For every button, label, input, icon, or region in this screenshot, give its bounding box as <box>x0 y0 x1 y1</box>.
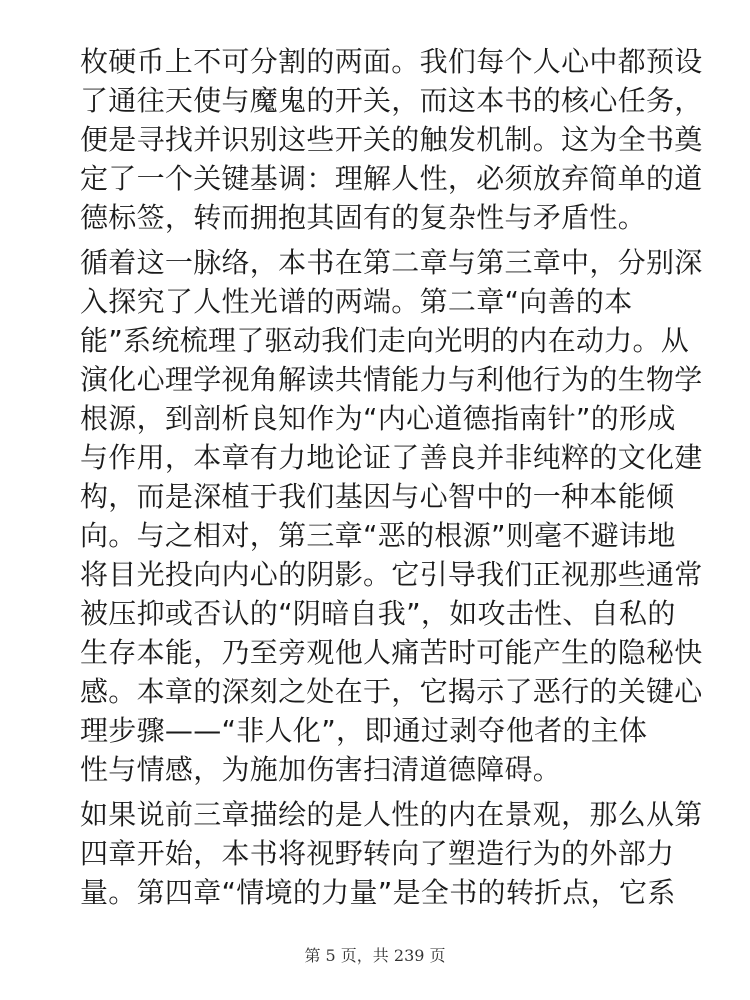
text-line: 了通往天使与魔鬼的开关，而这本书的核心任务， <box>80 84 703 117</box>
text-line: 如果说前三章描绘的是人性的内在景观，那么从第 <box>80 798 703 831</box>
page-number-footer: 第 5 页，共 239 页 <box>304 946 446 965</box>
text-line: 将目光投向内心的阴影。它引导我们正视那些通常 <box>80 558 703 591</box>
text-line: 被压抑或否认的“阴暗自我”，如攻击性、自私的 <box>80 597 676 630</box>
paragraph-3 <box>80 795 703 912</box>
paragraph-1 <box>80 42 703 237</box>
document-body <box>80 42 703 918</box>
text-line: 理步骤——“非人化”，即通过剥夺他者的主体 <box>80 714 648 747</box>
text-line: 根源，到剖析良知作为“内心道德指南针”的形成 <box>80 402 676 435</box>
text-line: 便是寻找并识别这些开关的触发机制。这为全书奠 <box>80 123 703 156</box>
text-line: 演化心理学视角解读共情能力与利他行为的生物学 <box>80 363 703 396</box>
text-line: 感。本章的深刻之处在于，它揭示了恶行的关键心 <box>80 675 703 708</box>
text-line: 向。与之相对，第三章“恶的根源”则毫不避讳地 <box>80 519 676 552</box>
text-line: 与作用，本章有力地论证了善良并非纯粹的文化建 <box>80 441 703 474</box>
text-line: 能”系统梳理了驱动我们走向光明的内在动力。从 <box>80 324 690 357</box>
text-line: 循着这一脉络，本书在第二章与第三章中，分别深 <box>80 246 703 279</box>
text-line: 生存本能，乃至旁观他人痛苦时可能产生的隐秘快 <box>80 636 703 669</box>
text-line: 枚硬币上不可分割的两面。我们每个人心中都预设 <box>80 45 703 78</box>
text-line: 入探究了人性光谱的两端。第二章“向善的本 <box>80 285 633 318</box>
text-line: 量。第四章“情境的力量”是全书的转折点，它系 <box>80 876 676 909</box>
paragraph-2 <box>80 243 703 789</box>
text-line: 四章开始，本书将视野转向了塑造行为的外部力 <box>80 837 675 870</box>
text-line: 德标签，转而拥抱其固有的复杂性与矛盾性。 <box>80 201 647 234</box>
text-line: 构，而是深植于我们基因与心智中的一种本能倾 <box>80 480 675 513</box>
text-line: 定了一个关键基调：理解人性，必须放弃简单的道 <box>80 162 703 195</box>
text-line: 性与情感，为施加伤害扫清道德障碍。 <box>80 753 562 786</box>
